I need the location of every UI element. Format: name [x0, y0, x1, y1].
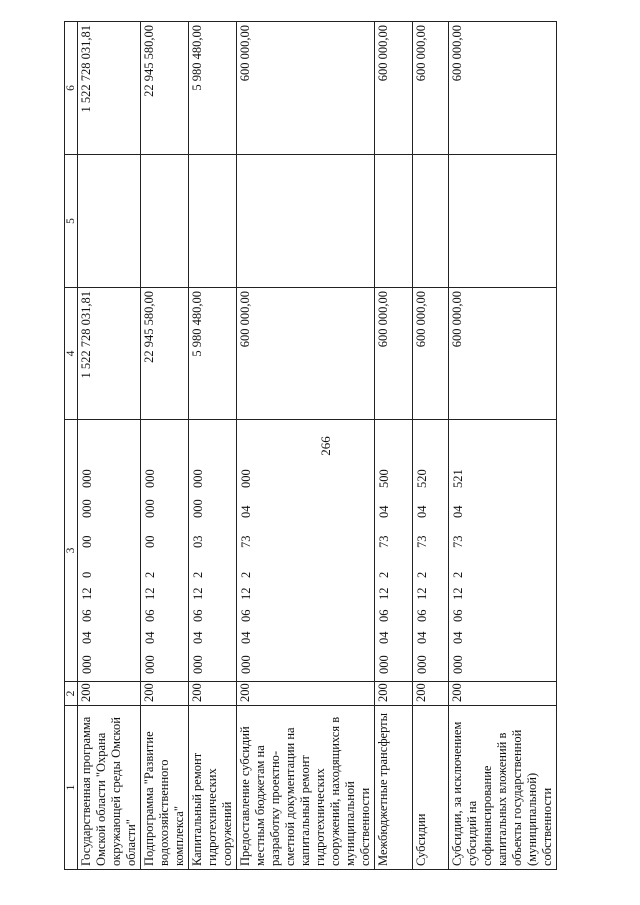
row-col2: 200 [141, 682, 189, 706]
row-code [141, 420, 189, 682]
table-header-row [65, 22, 78, 870]
code-part: 000 [143, 655, 157, 674]
code-part: 04 [191, 631, 205, 644]
row-name: Субсидии [413, 706, 449, 870]
row-col6: 5 980 480,00 [189, 22, 237, 155]
code-part: 04 [415, 505, 429, 518]
header-col-6: 6 [65, 22, 78, 155]
header-col-1: 1 [65, 706, 78, 870]
code-part: 04 [239, 505, 253, 518]
code-part: 73 [415, 535, 429, 548]
row-col4: 1 522 728 031,81 [78, 288, 141, 420]
rotated-table-container [64, 22, 640, 870]
code-part: 520 [415, 469, 429, 488]
row-col6: 1 522 728 031,81 [78, 22, 141, 155]
code-part: 2 [415, 571, 429, 578]
code-part: 06 [415, 609, 429, 622]
row-col4: 600 000,00 [375, 288, 413, 420]
row-col6: 600 000,00 [413, 22, 449, 155]
row-col2: 200 [78, 682, 141, 706]
code-part: 521 [451, 469, 465, 488]
code-part: 04 [239, 631, 253, 644]
row-name: Подпрограмма "Развитие водохозяйственного комплекса" [141, 706, 189, 870]
row-code [78, 420, 141, 682]
code-part: 06 [239, 609, 253, 622]
code-part: 06 [80, 609, 94, 622]
code-part: 06 [191, 609, 205, 622]
code-part: 2 [239, 571, 253, 578]
code-part: 000 [143, 469, 157, 488]
code-part: 000 [377, 655, 391, 674]
header-col-3: 3 [65, 420, 78, 682]
code-part: 04 [377, 505, 391, 518]
row-col4: 600 000,00 [413, 288, 449, 420]
row-col5 [189, 155, 237, 288]
code-part: 000 [239, 469, 253, 488]
row-col4: 600 000,00 [237, 288, 375, 420]
row-col4: 5 980 480,00 [189, 288, 237, 420]
table-row [449, 22, 557, 870]
row-name: Субсидии, за исключением субсидий на софинансирование капитальных вложений в объекты государственной (муниципальной) собственности [449, 706, 557, 870]
page-number: 266 [317, 436, 333, 456]
row-name: Предоставление субсидий местным бюджетам на разработку проектно-сметной документации на капитальный ремонт гидротехнических сооружений, находящихся в муниципальной собственности [237, 706, 375, 870]
code-part: 000 [80, 655, 94, 674]
code-part: 06 [377, 609, 391, 622]
row-code [237, 420, 375, 682]
code-part: 2 [451, 571, 465, 578]
row-col4: 22 945 580,00 [141, 288, 189, 420]
code-part: 500 [377, 469, 391, 488]
row-code [189, 420, 237, 682]
row-col5 [413, 155, 449, 288]
budget-table [64, 21, 557, 870]
code-part: 04 [377, 631, 391, 644]
row-col2: 200 [237, 682, 375, 706]
code-part: 2 [191, 571, 205, 578]
table-row [237, 22, 375, 870]
code-part: 12 [80, 587, 94, 600]
code-part: 2 [377, 571, 391, 578]
code-part: 04 [415, 631, 429, 644]
code-part: 12 [415, 587, 429, 600]
row-code [449, 420, 557, 682]
code-part: 12 [451, 587, 465, 600]
code-part: 000 [191, 655, 205, 674]
row-code [375, 420, 413, 682]
row-col4: 600 000,00 [449, 288, 557, 420]
table-row [141, 22, 189, 870]
header-col-2: 2 [65, 682, 78, 706]
row-col6: 600 000,00 [237, 22, 375, 155]
row-col6: 600 000,00 [449, 22, 557, 155]
code-part: 73 [451, 535, 465, 548]
row-col2: 200 [413, 682, 449, 706]
header-col-5: 5 [65, 155, 78, 288]
code-part: 000 [191, 469, 205, 488]
row-col6: 600 000,00 [375, 22, 413, 155]
code-part: 000 [80, 469, 94, 488]
code-part: 000 [451, 655, 465, 674]
row-col2: 200 [189, 682, 237, 706]
row-name: Межбюджетные трансферты [375, 706, 413, 870]
code-part: 00 [143, 535, 157, 548]
row-col6: 22 945 580,00 [141, 22, 189, 155]
code-part: 04 [451, 505, 465, 518]
code-part: 00 [80, 535, 94, 548]
code-part: 73 [377, 535, 391, 548]
row-name: Капитальный ремонт гидротехнических сооружений [189, 706, 237, 870]
code-part: 73 [239, 535, 253, 548]
code-part: 06 [143, 609, 157, 622]
code-part: 000 [239, 655, 253, 674]
row-col5 [141, 155, 189, 288]
code-part: 0 [80, 571, 94, 578]
code-part: 03 [191, 535, 205, 548]
code-part: 12 [239, 587, 253, 600]
code-part: 12 [377, 587, 391, 600]
code-part: 12 [143, 587, 157, 600]
row-col2: 200 [449, 682, 557, 706]
code-part: 000 [415, 655, 429, 674]
row-col5 [78, 155, 141, 288]
code-part: 000 [143, 499, 157, 518]
row-col2: 200 [375, 682, 413, 706]
code-part: 2 [143, 571, 157, 578]
table-row [78, 22, 141, 870]
code-part: 12 [191, 587, 205, 600]
row-col5 [375, 155, 413, 288]
table-row [375, 22, 413, 870]
header-col-4: 4 [65, 288, 78, 420]
code-part: 04 [80, 631, 94, 644]
table-row [189, 22, 237, 870]
row-code [413, 420, 449, 682]
code-part: 04 [451, 631, 465, 644]
code-part: 000 [80, 499, 94, 518]
row-col5 [237, 155, 375, 288]
code-part: 000 [191, 499, 205, 518]
row-name: Государственная программа Омской области "Охрана окружающей среды Омской области" [78, 706, 141, 870]
table-row [413, 22, 449, 870]
code-part: 04 [143, 631, 157, 644]
code-part: 06 [451, 609, 465, 622]
row-col5 [449, 155, 557, 288]
